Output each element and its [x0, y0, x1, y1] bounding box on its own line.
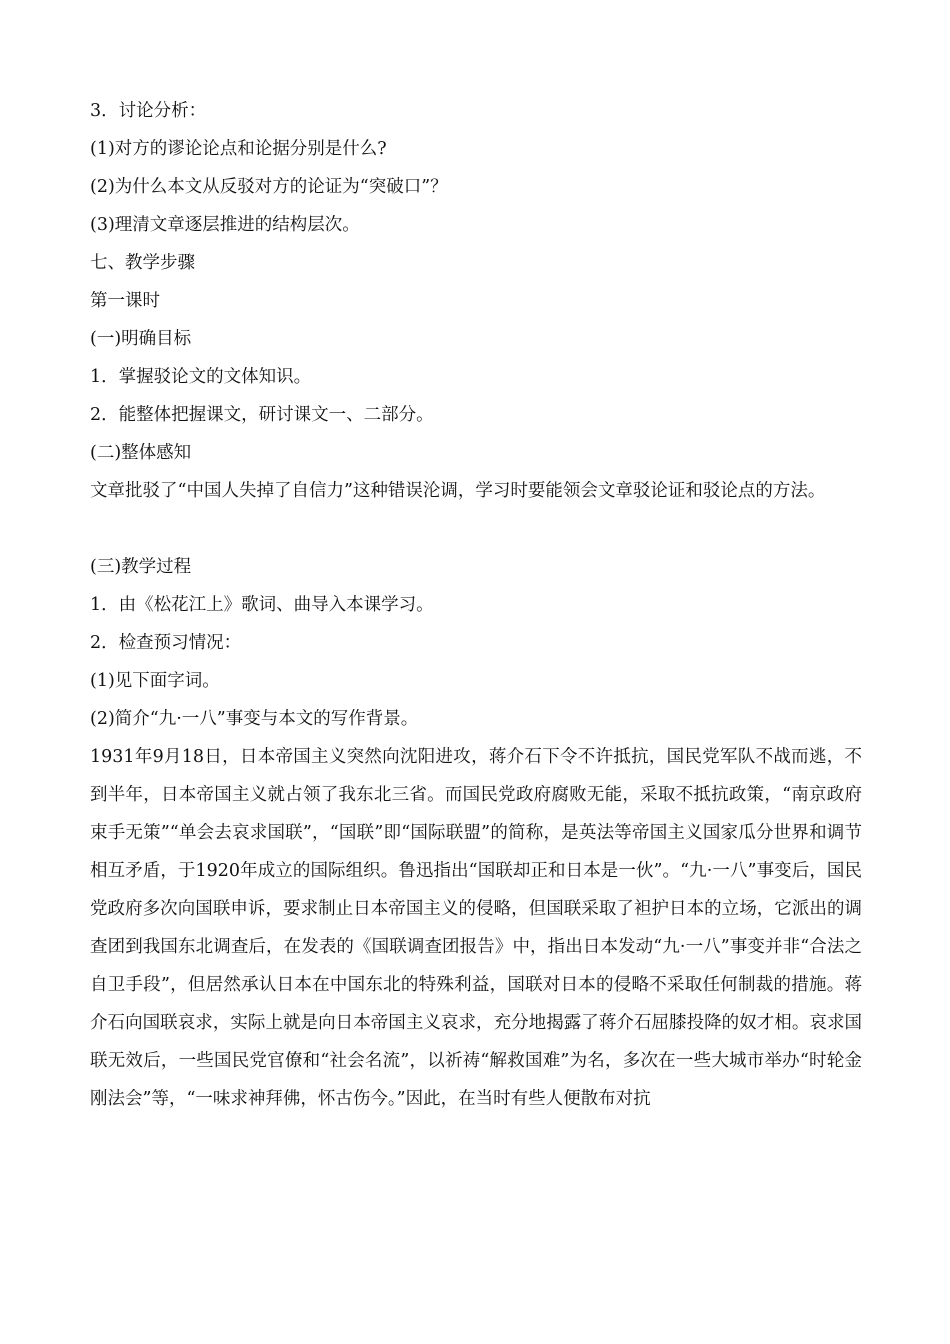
goal-item-1: 1．掌握驳论文的文体知识。 [90, 367, 312, 387]
subheading-goals: (一)明确目标 [90, 329, 192, 349]
discussion-heading: 3．讨论分析： [90, 101, 207, 121]
process-subitem-2: (2)简介“九·一八”事变与本文的写作背景。 [90, 709, 419, 729]
discussion-question-3: (3)理清文章逐层推进的结构层次。 [90, 215, 360, 235]
discussion-question-1: (1)对方的谬论论点和论据分别是什么? [90, 139, 387, 159]
paragraph-background: 1931年9月18日，日本帝国主义突然向沈阳进攻，蒋介石下令不许抵抗，国民党军队不战而逃，不到半年，日本帝国主义就占领了我东北三省。而国民党政府腐败无能，采取不抵抗政策，“南京政府束手无策”“单会去哀求国联”，“国联”即“国际联盟”的简称，是英法等帝国主义国家瓜分世界和调节相互矛盾，于1920年成立的国际组织。鲁迅指出“国联却正和日本是一伙”。“九·一八”事变后，国民党政府多次向国联申诉，要求制止日本帝国主义的侵略，但国联采取了袒护日本的立场，它派出的调查团到我国东北调查后，在发表的《国联调查团报告》中，指出日本发动“九·一八”事变并非“合法之自卫手段”，但居然承认日本在中国东北的特殊利益，国联对日本的侵略不采取任何制裁的措施。蒋介石向国联哀求，实际上就是向日本帝国主义哀求，充分地揭露了蒋介石屈膝投降的奴才相。哀求国联无效后，一些国民党官僚和“社会名流”，以祈祷“解救国难”为名，多次在一些大城市举办“时轮金刚法会”等，“一味求神拜佛，怀古伤今。”因此，在当时有些人便散布对抗 [90, 747, 862, 1109]
section-heading-teaching-steps: 七、教学步骤 [90, 253, 195, 273]
lesson-heading-first: 第一课时 [90, 291, 160, 311]
subheading-overall-perception: (二)整体感知 [90, 443, 192, 463]
discussion-question-2: (2)为什么本文从反驳对方的论证为“突破口”？ [90, 177, 448, 197]
process-subitem-1: (1)见下面字词。 [90, 671, 220, 691]
process-item-2: 2．检查预习情况： [90, 633, 242, 653]
paragraph-intro: 文章批驳了“中国人失掉了自信力”这种错误沦调，学习时要能领会文章驳论证和驳论点的方法。 [90, 481, 826, 501]
process-item-1: 1．由《松花江上》歌词、曲导入本课学习。 [90, 595, 434, 615]
document-page [90, 92, 862, 1109]
goal-item-2: 2．能整体把握课文，研讨课文一、二部分。 [90, 405, 434, 425]
subheading-teaching-process: (三)教学过程 [90, 557, 192, 577]
